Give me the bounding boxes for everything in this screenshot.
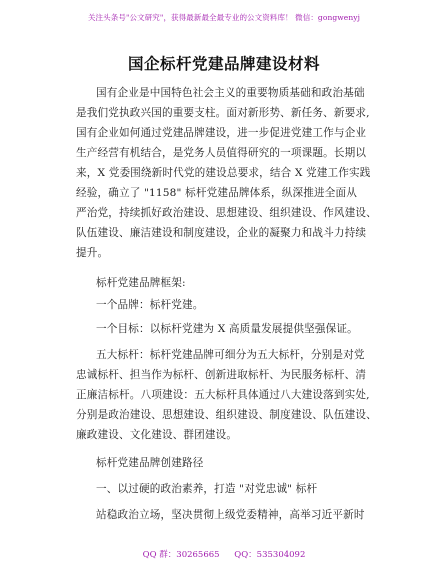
paragraph-line: 严治党，持续抓好政治建设、思想建设、组织建设、作风建设、: [76, 207, 377, 219]
document-title: 国企标杆党建品牌建设材料: [127, 54, 320, 73]
header-promo-note: 关注头条号"公文研究"，获得最新最全最专业的公文资料库！ 微信：gongwenyj: [87, 13, 361, 22]
paragraph-line: 分别是政治建设、思想建设、组织建设、制度建设、队伍建设、: [76, 409, 377, 421]
paragraph-line: 生产经营有机结合，是党务人员值得研究的一项课题。长期以: [76, 147, 367, 159]
footer-contact: [0, 548, 448, 560]
paragraph-line: 来，X 党委围绕新时代党的建设总要求，结合 X 党建工作实践: [76, 167, 371, 179]
paragraph-line: 是我们党执政兴国的重要支柱。面对新形势、新任务、新要求,: [76, 107, 370, 119]
section-one-heading: 一、以过硬的政治素养，打造 "对党忠诚" 标杆: [96, 483, 318, 495]
paragraph-line: 五大标杆：标杆党建品牌可细分为五大标杆，分别是对党: [96, 349, 365, 361]
framework-heading: 标杆党建品牌框架:: [96, 277, 186, 289]
footer-qq-group: QQ 群：30265665: [142, 550, 220, 560]
goal-line: 一个目标：以标杆党建为 X 高质量发展提供坚强保证。: [96, 323, 358, 335]
paragraph-line: 提升。: [76, 247, 109, 259]
paragraph-line: 队伍建设、廉洁建设和制度建设，企业的凝聚力和战斗力持续: [76, 227, 367, 239]
footer-qq: QQ：535304092: [234, 550, 306, 560]
paragraph-line: 站稳政治立场，坚决贯彻上级党委精神，高举习近平新时: [96, 509, 365, 521]
brand-line: 一个品牌：标杆党建。: [96, 299, 204, 311]
path-heading: 标杆党建品牌创建路径: [96, 457, 204, 469]
paragraph-line: 国有企业如何通过党建品牌建设，进一步促进党建工作与企业: [76, 127, 367, 139]
paragraph-line: 经验，确立了 "1158" 标杆党建品牌体系，纵深推进全面从: [76, 187, 358, 199]
paragraph-line: 忠诚标杆、担当作为标杆、创新进取标杆、为民服务标杆、清: [76, 369, 367, 381]
paragraph-line: 正廉洁标杆。八项建设：五大标杆具体通过八大建设落到实处,: [76, 389, 370, 401]
paragraph-line: 国有企业是中国特色社会主义的重要物质基础和政治基础: [96, 87, 365, 99]
paragraph-line: 廉政建设、文化建设、群团建设。: [76, 429, 238, 441]
